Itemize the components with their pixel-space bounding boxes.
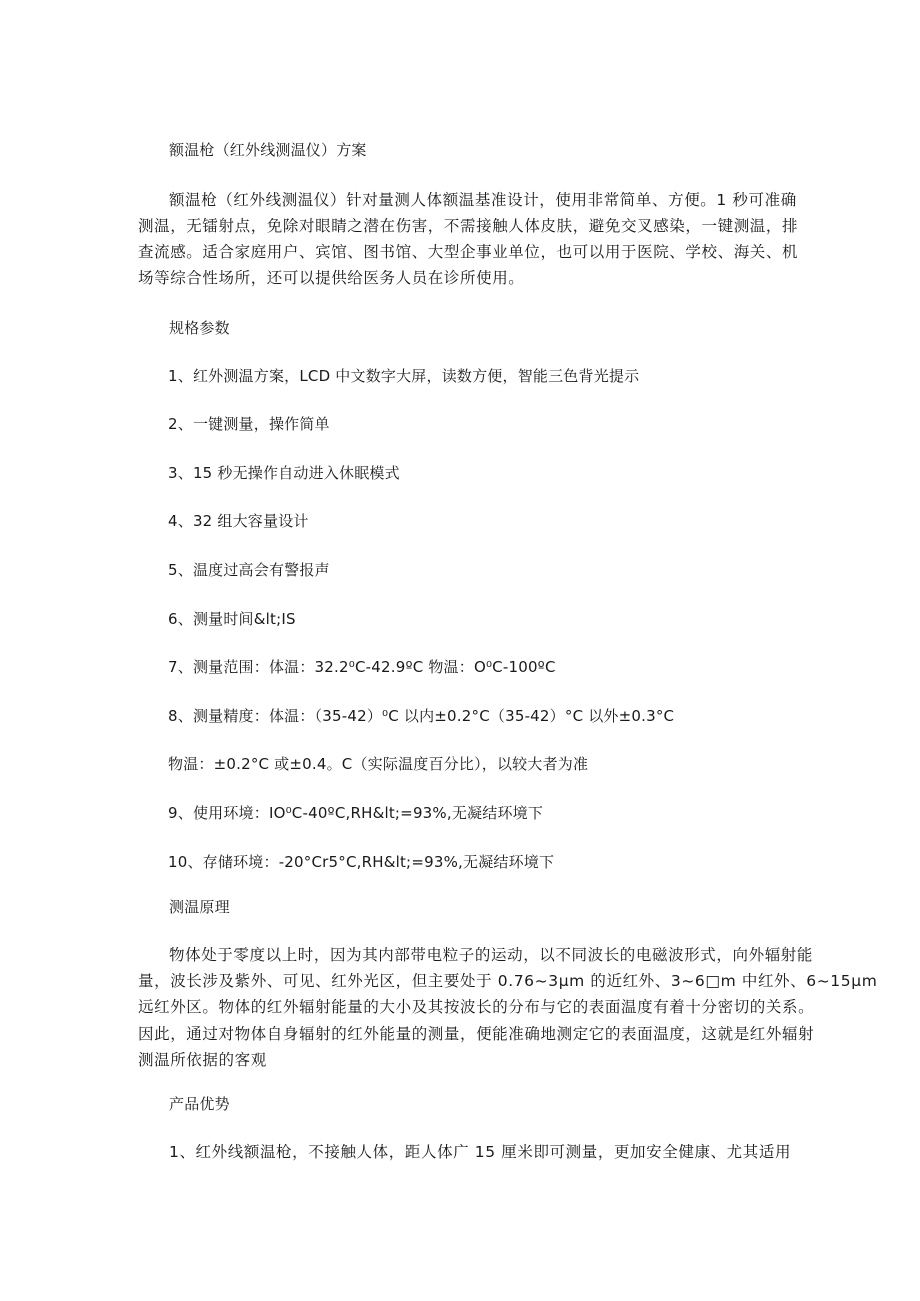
advantage-heading: 产品优势: [169, 1095, 230, 1113]
intro-line: 场等综合性场所，还可以提供给医务人员在诊所使用。: [138, 269, 525, 287]
spec-item: 1、红外测温方案，LCD 中文数字大屏，读数方便，智能三色背光提示: [168, 367, 640, 385]
intro-line: 额温枪（红外线测温仪）针对量测人体额温基准设计，使用非常简单、方便。1 秒可准确: [169, 191, 797, 209]
principle-line: 物体处于零度以上时，因为其内部带电粒子的运动，以不同波长的电磁波形式，向外辐射能: [169, 946, 814, 964]
spec-item: 物温：±0.2°C 或±0.4。C（实际温度百分比），以较大者为准: [168, 755, 589, 773]
spec-item: 4、32 组大容量设计: [168, 512, 309, 530]
spec-item: 8、测量精度：体温：（35-42）⁰C 以内±0.2°C（35-42）°C 以外±0.3°C: [168, 707, 675, 725]
principle-line: 量，波长涉及紫外、可见、红外光区，但主要处于 0.76~3μm 的近红外、3~6□m 中红外、6~15μm: [138, 972, 878, 990]
specs-heading: 规格参数: [169, 319, 230, 337]
spec-item: 9、使用环境：IO⁰C-40ºC,RH&lt;=93%,无凝结环境下: [168, 804, 544, 822]
spec-item: 6、测量时间&lt;IS: [168, 610, 296, 628]
principle-line: 远红外区。物体的红外辐射能量的大小及其按波长的分布与它的表面温度有着十分密切的关系。: [138, 998, 815, 1016]
spec-item: 5、温度过高会有警报声: [168, 561, 330, 579]
spec-item: 3、15 秒无操作自动进入休眠模式: [168, 464, 400, 482]
document-title: 额温枪（红外线测温仪）方案: [169, 141, 367, 159]
spec-item: 2、一键测量，操作简单: [168, 415, 330, 433]
intro-line: 查流感。适合家庭用户、宾馆、图书馆、大型企事业单位，也可以用于医院、学校、海关、机: [138, 243, 799, 261]
spec-item: 7、测量范围：体温：32.2⁰C-42.9ºC 物温：O⁰C-100ºC: [168, 658, 556, 676]
spec-item: 10、存储环境：-20°Cr5°C,RH&lt;=93%,无凝结环境下: [168, 853, 555, 871]
principle-line: 测温所依据的客观: [138, 1051, 267, 1069]
principle-line: 因此，通过对物体自身辐射的红外能量的测量，便能准确地测定它的表面温度，这就是红外辐射: [138, 1025, 815, 1043]
principle-heading: 测温原理: [169, 898, 230, 916]
intro-line: 测温，无镭射点，免除对眼睛之潜在伤害，不需接触人体皮肤，避免交叉感染，一键测温，排: [138, 217, 799, 235]
advantage-item: 1、红外线额温枪，不接触人体，距人体广 15 厘米即可测量，更加安全健康、尤其适用: [169, 1143, 792, 1161]
